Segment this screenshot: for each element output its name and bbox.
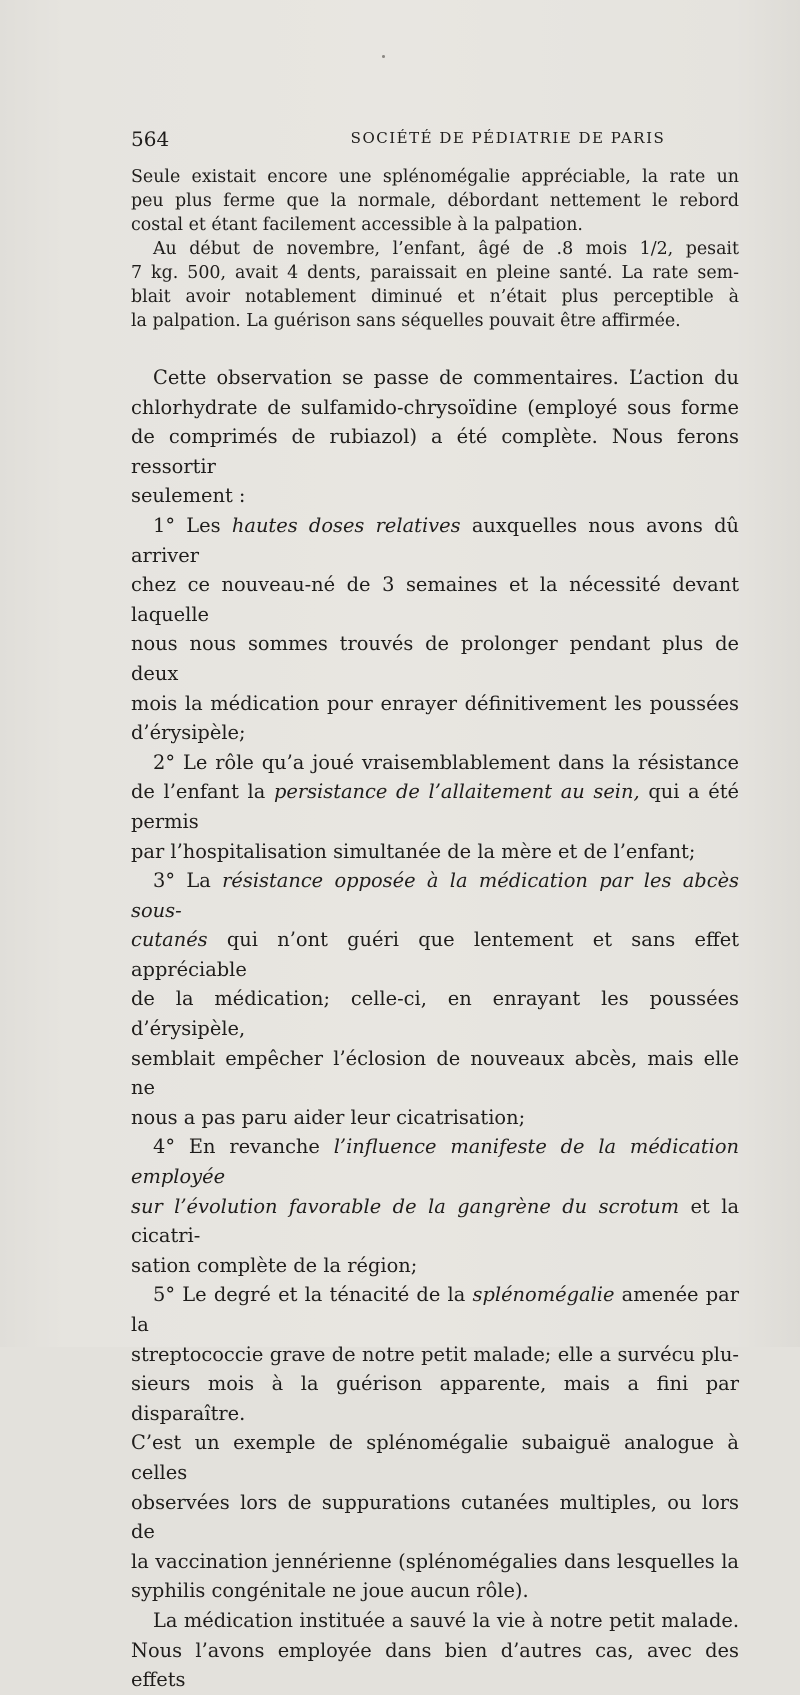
italic-emphasis: cutanés [131,928,208,952]
point-4-cont [131,1192,739,1251]
paragraph-intro [131,363,739,393]
text-line: chez ce nouveau-né de 3 semaines et la nécessité devant laquelle [131,573,739,626]
italic-emphasis: splénomégalie [472,1283,615,1307]
text-line: chlorhydrate de sulfamido-chrysoïdine (employé sous forme [131,395,739,419]
text-line [131,866,739,925]
paragraph-intro-end [131,481,739,511]
closing-paragraph [131,1606,739,1636]
point-3-end [131,1103,739,1133]
point-5-cont [131,1340,739,1577]
text-line: Au début de novembre, l’enfant, âgé de .8 mois 1/2, pesait [153,239,739,259]
text-line: nous nous sommes trouvés de prolonger pendant plus de deux [131,632,739,685]
paragraph [131,261,739,309]
text-line: syphilis congénitale ne joue aucun rôle). [131,1579,529,1603]
text-segment: 4° En revanche [153,1135,334,1159]
text-line: blait avoir notablement diminué et n’était plus perceptible à [131,287,739,307]
running-head [131,127,739,155]
text-line: de la médication; celle-ci, en enrayant les poussées d’érysipèle, [131,987,739,1041]
italic-emphasis: sur l’évolution favorable de la gangrène du scrotum [131,1194,680,1218]
paragraph-end [131,213,739,237]
text-segment: et la cicatri- [131,1194,740,1248]
text-line: observées lors de suppurations cutanées multiples, ou lors de [131,1490,739,1544]
point-3-cont [131,925,739,1103]
text-segment: 5° Le degré et la ténacité de la [153,1283,473,1307]
text-line: Nous l’avons employée dans bien d’autres cas, avec des effets [131,1638,739,1692]
point-1-cont [131,570,739,718]
page-number: 564 [131,127,170,151]
point-3 [131,866,739,925]
text-line: de comprimés de rubiazol) a été complète. Nous ferons ressortir [131,425,739,478]
paragraph [131,165,739,213]
text-line: 2° Le rôle qu’a joué vraisemblablement dans la résistance [153,750,739,774]
point-5-end [131,1576,739,1606]
text-line [131,1132,739,1191]
text-line: 7 kg. 500, avait 4 dents, paraissait en pleine santé. La rate sem- [131,263,739,283]
text-line: la palpation. La guérison sans séquelles pouvait être affirmée. [131,311,681,331]
text-line: peu plus ferme que la normale, débordant nettement le rebord [131,191,739,211]
point-2-end [131,837,739,867]
text-line: d’érysipèle; [131,721,246,745]
text-line: semblait empêcher l’éclosion de nouveaux abcès, mais elle ne [131,1046,739,1100]
point-1-end [131,718,739,748]
text-line [131,777,739,836]
text-line: C’est un exemple de splénomégalie subaiguë analogue à celles [131,1431,739,1484]
text-segment: auxquelles nous avons dû arriver [131,513,739,567]
text-segment: 1° Les [153,513,232,537]
text-line [131,1192,739,1251]
point-4 [131,1132,739,1191]
text-segment: amenée par la [131,1283,739,1336]
text-line: la vaccination jennérienne (splénomégalies dans lesquelles la [131,1549,739,1573]
text-line: Seule existait encore une splénomégalie appréciable, la rate un [131,167,739,187]
body-text [131,165,739,1695]
text-line: La médication instituée a sauvé la vie à notre petit malade. [153,1608,739,1632]
journal-title: SOCIÉTÉ DE PÉDIATRIE DE PARIS [350,129,666,147]
paragraph-intro-cont [131,393,739,482]
text-line: mois la médication pour enrayer définitivement les poussées [131,691,739,715]
paragraph [131,237,739,261]
italic-emphasis: hautes doses relatives [231,513,461,537]
text-line: sieurs mois à la guérison apparente, mais a fini par disparaître. [131,1372,739,1425]
text-segment: qui a été permis [131,780,740,833]
text-line: sation complète de la région; [131,1253,418,1277]
closing-paragraph-cont [131,1636,739,1695]
text-line [131,1280,739,1339]
text-segment: de l’enfant la [131,780,274,804]
paragraph-end [131,309,739,333]
text-line: par l’hospitalisation simultanée de la mère et de l’enfant; [131,839,696,863]
italic-emphasis: résistance opposée à la médication par les abcès sous- [131,869,739,922]
text-line [131,511,739,570]
italic-emphasis: persistance de l’allaitement au sein, [273,780,640,804]
point-1 [131,511,739,570]
text-segment: qui n’ont guéri que lentement et sans effet appréciable [131,928,739,981]
ink-dot-mark [382,55,385,58]
point-4-end [131,1251,739,1281]
text-line: costal et étant facilement accessible à la palpation. [131,215,583,235]
case-report-conclusion [131,165,739,333]
text-segment: 3° La [153,869,223,893]
text-line: seulement : [131,484,246,508]
text-line: Cette observation se passe de commentaires. L’action du [153,366,739,389]
italic-emphasis: l’influence manifeste de la médication employée [131,1135,739,1189]
text-line: streptococcie grave de notre petit malade; elle a survécu plu- [131,1342,739,1366]
commentary [131,363,739,1695]
text-line: nous a pas paru aider leur cicatrisation; [131,1105,526,1129]
point-5 [131,1280,739,1339]
point-2 [131,748,739,778]
text-line [131,925,739,984]
point-2-cont [131,777,739,836]
